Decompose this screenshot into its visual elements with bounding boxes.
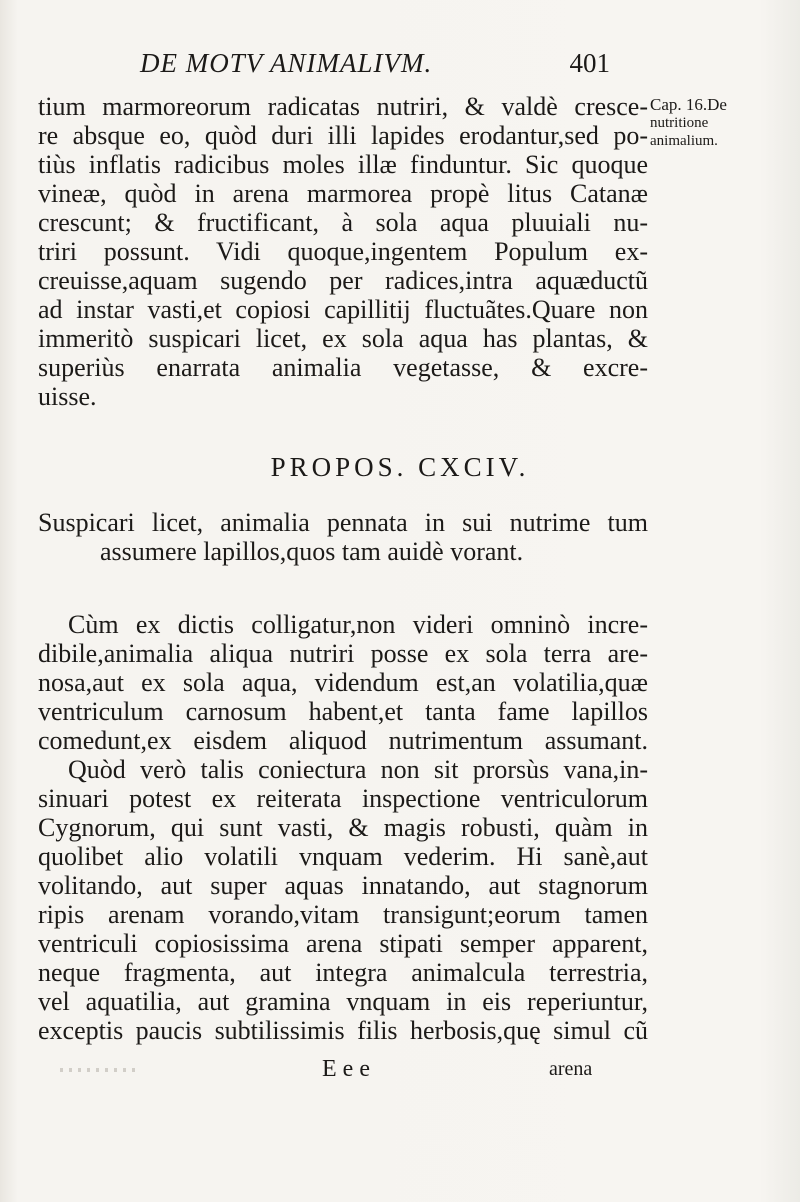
text-line: ventriculum carnosum habent,et tanta fame lapillos (38, 697, 648, 726)
text-line: dibile,animalia aliqua nutriri posse ex sola terra are- (38, 639, 648, 668)
text-line: tium marmoreorum radicatas nutriri, & valdè cresce- (38, 92, 648, 121)
text-line: quolibet alio volatili vnquam vederim. Hi sanè,aut (38, 842, 648, 871)
text-line: exceptis paucis subtilissimis filis herbosis,quę simul cũ (38, 1016, 648, 1045)
text-line: Suspicari licet, animalia pennata in sui nutrime tum (38, 508, 648, 537)
text-line: Cygnorum, qui sunt vasti, & magis robusti, quàm in (38, 813, 648, 842)
text-line: nosa,aut ex sola aqua, videndum est,an volatilia,quæ (38, 668, 648, 697)
margin-note-line: animalium. (650, 133, 718, 149)
text-line: creuisse,aquam sugendo per radices,intra aquæductũ (38, 266, 648, 295)
paragraph-body (38, 610, 648, 1045)
page-header (140, 48, 610, 84)
proposition-enunciation (38, 508, 648, 566)
text-line: immeritò suspicari licet, ex sola aqua has plantas, & (38, 324, 648, 353)
text-line: neque fragmenta, aut integra animalcula terrestria, (38, 958, 648, 987)
text-line: ad instar vasti,et copiosi capillitij fluctuãtes.Quare non (38, 295, 648, 324)
signature-mark: Eee (322, 1056, 376, 1082)
text-line: ventriculi copiosissima arena stipati semper apparent, (38, 929, 648, 958)
text-line: comedunt,ex eisdem aliquod nutrimentum assumant. (38, 726, 648, 755)
margin-note-line: Cap. 16.De (650, 95, 727, 114)
running-title: DE MOTV ANIMALIVM. (140, 48, 433, 78)
paragraph-continued (38, 92, 648, 411)
text-line: Quòd verò talis coniectura non sit prorsùs vana,in- (68, 755, 648, 784)
text-line: volitando, aut super aquas innatando, aut stagnorum (38, 871, 648, 900)
page-footer (0, 1056, 800, 1086)
page-number: 401 (569, 48, 610, 78)
text-line: ripis arenam vorando,vitam transigunt;eorum tamen (38, 900, 648, 929)
text-line: superiùs enarrata animalia vegetasse, & excre- (38, 353, 648, 382)
text-line: re absque eo, quòd duri illi lapides erodantur,sed po- (38, 121, 648, 150)
catchword: arena (549, 1058, 593, 1080)
text-line: crescunt; & fructificant, à sola aqua pluuiali nu- (38, 208, 648, 237)
margin-note (650, 96, 790, 150)
text-line: assumere lapillos,quos tam auidè vorant. (100, 537, 524, 566)
margin-note-line: nutritione (650, 115, 709, 131)
proposition-heading: PROPOS. CXCIV. (270, 452, 530, 482)
text-line: vineæ, quòd in arena marmorea propè litus Catanæ (38, 179, 648, 208)
text-line: sinuari potest ex reiterata inspectione ventriculorum (38, 784, 648, 813)
text-line: Cùm ex dictis colligatur,non videri omninò incre- (68, 610, 648, 639)
text-line: vel aquatilia, aut gramina vnquam in eis reperiuntur, (38, 987, 648, 1016)
text-line: triri possunt. Vidi quoque,ingentem Populum ex- (38, 237, 648, 266)
text-line: tiùs inflatis radicibus moles illæ finduntur. Sic quoque (38, 150, 648, 179)
text-line: uisse. (38, 382, 97, 411)
